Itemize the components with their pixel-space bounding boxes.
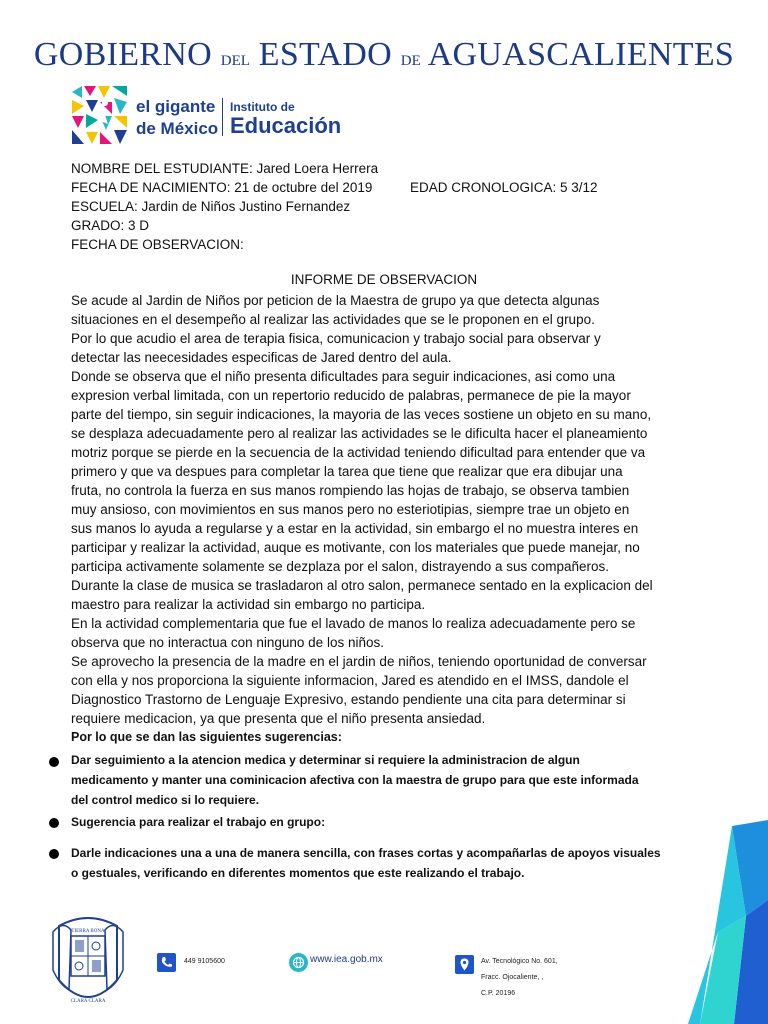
report-line: Por lo que acudio el area de terapia fisica, comunicacion y trabajo social para observar y: [71, 331, 601, 346]
report-line: fruta, no controla la fuerza en sus manos rompiendo las hojas de trabajo, se observa tambien: [71, 483, 630, 498]
student-school: ESCUELA: Jardin de Niños Justino Fernandez: [71, 199, 351, 214]
bullet-icon: [49, 757, 59, 767]
bullet-icon: [49, 849, 59, 859]
gigante-mosaic-logo: [72, 86, 127, 144]
suggestion-item: [71, 750, 639, 810]
student-age: EDAD CRONOLOGICA: 5 3/12: [410, 180, 598, 195]
report-line: Diagnostico Trastorno de Lenguaje Expresivo, estando pendiente una cita para determinar si: [71, 692, 626, 707]
report-line: Donde se observa que el niño presenta dificultades para seguir indicaciones, asi como una: [71, 369, 616, 384]
location-pin-icon: [455, 955, 474, 974]
suggestion-item: [71, 843, 661, 883]
report-line: expresion verbal limitada, con un repertorio reducido de palabras, permanece de pie la mayor: [71, 388, 631, 403]
suggestion-line: del control medico si lo requiere.: [71, 793, 260, 807]
government-header: [0, 36, 768, 74]
instituto-logo-line2: Educación: [230, 113, 342, 138]
suggestion-line: o gestuales, verificando en diferentes momentos que este realizando el trabajo.: [71, 866, 525, 880]
student-info: [71, 159, 598, 254]
instituto-logo-line1: Instituto de: [230, 100, 295, 114]
seal-text-top: TIERRA BONA: [71, 929, 105, 934]
report-line: primero y que va despues para completar la tarea que tiene que realizar que era dibujar una: [71, 464, 623, 479]
suggestion-line: Dar seguimiento a la atencion medica y determinar si requiere la administracion de algun: [71, 753, 580, 767]
student-name: NOMBRE DEL ESTUDIANTE: Jared Loera Herrera: [71, 161, 379, 176]
institution-logos: [72, 86, 362, 144]
report-line: requiere medicacion, ya que presenta que el niño presenta ansiedad.: [71, 711, 486, 726]
header-aguascalientes: AGUASCALIENTES: [427, 36, 735, 73]
phone-icon: [157, 953, 176, 972]
report-line: Se acude al Jardin de Niños por peticion de la Maestra de grupo ya que detecta algunas: [71, 293, 600, 308]
address-line-2: Fracc. Ojocaliente, ,: [481, 974, 544, 981]
report-line: Se aprovecho la presencia de la madre en el jardin de niños, teniendo oportunidad de conversar: [71, 654, 647, 669]
report-line: En la actividad complementaria que fue el lavado de manos lo realiza adecuadamente pero se: [71, 616, 636, 631]
decorative-triangle-shape: [688, 820, 768, 1024]
report-line: situaciones en el desempeño al realizar las actividades que se le proponen en el grupo.: [71, 312, 595, 327]
globe-icon: [289, 953, 308, 972]
report-line: participar y realizar la actividad, auque es motivante, con los materiales que puede manejar, no: [71, 540, 640, 555]
address-line-3: C.P. 20196: [481, 990, 516, 997]
report-title: INFORME DE OBSERVACION: [290, 272, 478, 287]
suggestion-line: Sugerencia para realizar el trabajo en grupo:: [71, 815, 326, 829]
gigante-logo-line2: de México: [136, 119, 219, 138]
report-line: maestro para realizar la actividad sin embargo no participa.: [71, 597, 426, 612]
report-line: sus manos lo ayuda a regularse y a estar en la actividad, sin embargo el no muestra interes en: [71, 521, 639, 536]
report-line: con ella y nos proporciona la siguiente informacion, Jared es atendido en el IMSS, dandole el: [71, 673, 629, 688]
report-line: Durante la clase de musica se trasladaron al otro salon, permanece sentado en la explicacion del: [71, 578, 653, 593]
logo-divider: [222, 98, 223, 136]
address-line-1: Av. Tecnológico No. 601,: [481, 958, 558, 965]
report-line: observa que no interactua con ninguno de los niños.: [71, 635, 384, 650]
suggestions-intro: Por lo que se dan las siguientes sugerencias:: [71, 730, 342, 744]
suggestion-line: medicamento y manter una cominicacion afectiva con la maestra de grupo para que este informada: [71, 773, 639, 787]
bullet-icon: [49, 818, 59, 828]
header-de: DE: [400, 53, 421, 69]
report-line: muy ansioso, con movimientos en sus manos pero no esteriotipias, siempre trae un objeto en: [71, 502, 630, 517]
report-line: motriz porque se pierde en la secuencia de la actividad teniendo dificultad para entender que va: [71, 445, 646, 460]
suggestion-item: [71, 812, 325, 832]
header-gobierno: GOBIERNO: [33, 36, 212, 73]
observation-date: FECHA DE OBSERVACION:: [71, 237, 244, 252]
website-link[interactable]: www.iea.gob.mx: [310, 954, 383, 965]
gigante-logo-line1: el gigante: [136, 97, 216, 116]
suggestion-line: Darle indicaciones una a una de manera sencilla, con frases cortas y acompañarlas de apoyos visuales: [71, 846, 661, 860]
header-del: DEL: [220, 53, 250, 69]
report-line: detectar las neecesidades especificas de Jared dentro del aula.: [71, 350, 452, 365]
report-body: [71, 291, 671, 747]
student-grade: GRADO: 3 D: [71, 218, 150, 233]
student-birthdate: FECHA DE NACIMIENTO: 21 de octubre del 2019: [71, 180, 373, 195]
phone-number: 449 9105600: [184, 958, 225, 965]
seal-text-bottom: CLARA CLARA: [70, 999, 106, 1004]
state-seal-icon: [51, 910, 125, 1014]
report-line: participa activamente solamente se dezplaza por el salon, distrayendo a sus compañeros.: [71, 559, 610, 574]
report-line: se desplaza adecuadamente pero al realizar las actividades se le dificulta hacer el planeamiento: [71, 426, 648, 441]
report-line: parte del tiempo, sin seguir indicaciones, la mayoria de las veces sostiene un objeto en su mano,: [71, 407, 652, 422]
header-estado: ESTADO: [258, 36, 392, 73]
